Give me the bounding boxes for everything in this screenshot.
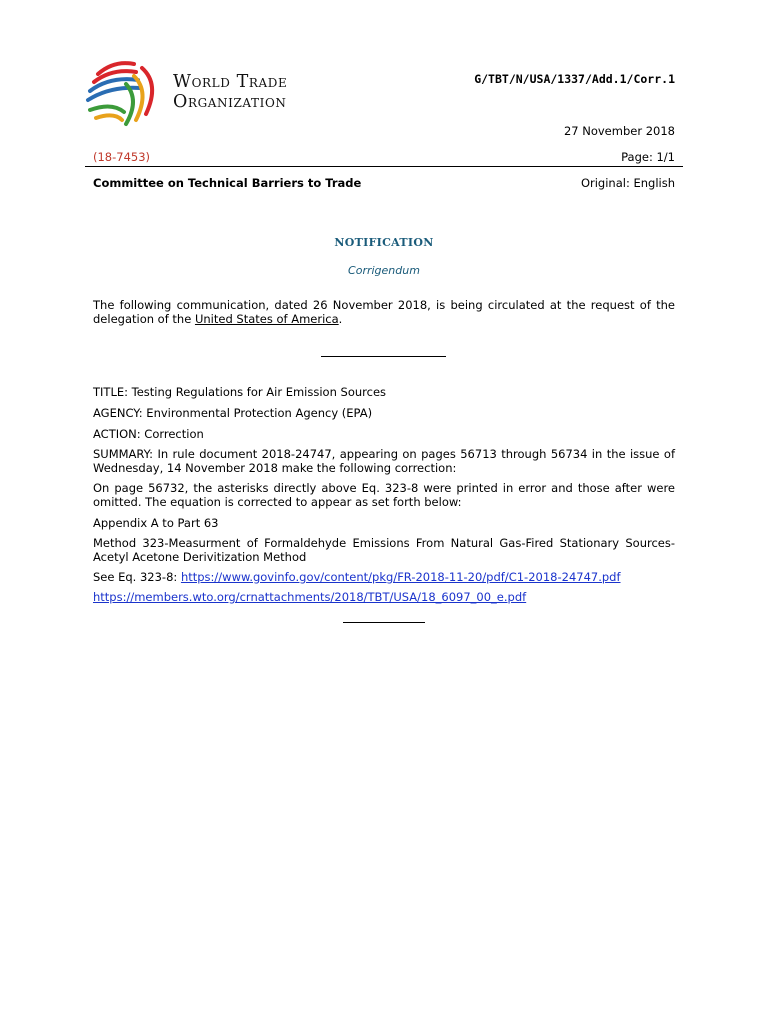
field-title: TITLE: Testing Regulations for Air Emission Sources xyxy=(93,385,387,399)
intro-paragraph xyxy=(93,298,675,326)
intro-text: The following communication, dated 26 November 2018, is being circulated at the request of the delegation of the xyxy=(93,298,675,326)
notification-title: NOTIFICATION xyxy=(334,236,434,249)
org-name-line2: Organization xyxy=(173,92,287,112)
field-summary: SUMMARY: In rule document 2018-24747, appearing on pages 56713 through 56734 in the issue of Wednesday, 14 November 2018 make the following correction: xyxy=(93,447,675,475)
page-number: Page: 1/1 xyxy=(621,150,675,164)
see-label: See Eq. 323-8: xyxy=(93,570,181,584)
govinfo-link[interactable]: https://www.govinfo.gov/content/pkg/FR-2018-11-20/pdf/C1-2018-24747.pdf xyxy=(180,570,621,584)
delegation-link[interactable]: United States of America xyxy=(194,312,339,326)
end-separator xyxy=(343,622,425,623)
field-page-note: On page 56732, the asterisks directly above Eq. 323-8 were printed in error and those after were omitted. The equation is corrected to appear as set forth below: xyxy=(93,481,675,509)
document-reference: (18-7453) xyxy=(93,150,151,164)
field-method: Method 323-Measurment of Formaldehyde Emissions From Natural Gas-Fired Stationary Sources-Acetyl Acetone Derivitization Method xyxy=(93,536,675,564)
wto-attachment-link[interactable]: https://members.wto.org/crnattachments/2018/TBT/USA/18_6097_00_e.pdf xyxy=(93,590,527,604)
original-language: Original: English xyxy=(580,176,675,190)
wto-logo-icon xyxy=(84,58,166,128)
notification-subtitle: Corrigendum xyxy=(348,264,420,277)
field-see-equation xyxy=(93,570,675,584)
field-agency: AGENCY: Environmental Protection Agency (EPA) xyxy=(93,406,373,420)
organization-name xyxy=(173,72,287,112)
header-divider xyxy=(85,166,683,167)
section-separator xyxy=(321,356,446,357)
committee-name: Committee on Technical Barriers to Trade xyxy=(93,176,362,190)
org-name-line1: World Trade xyxy=(173,72,288,92)
field-appendix: Appendix A to Part 63 xyxy=(93,516,219,530)
intro-end: . xyxy=(338,312,343,326)
document-symbol: G/TBT/N/USA/1337/Add.1/Corr.1 xyxy=(474,72,675,86)
field-wto-attachment xyxy=(93,590,675,604)
field-action: ACTION: Correction xyxy=(93,427,204,441)
document-date: 27 November 2018 xyxy=(563,124,675,138)
